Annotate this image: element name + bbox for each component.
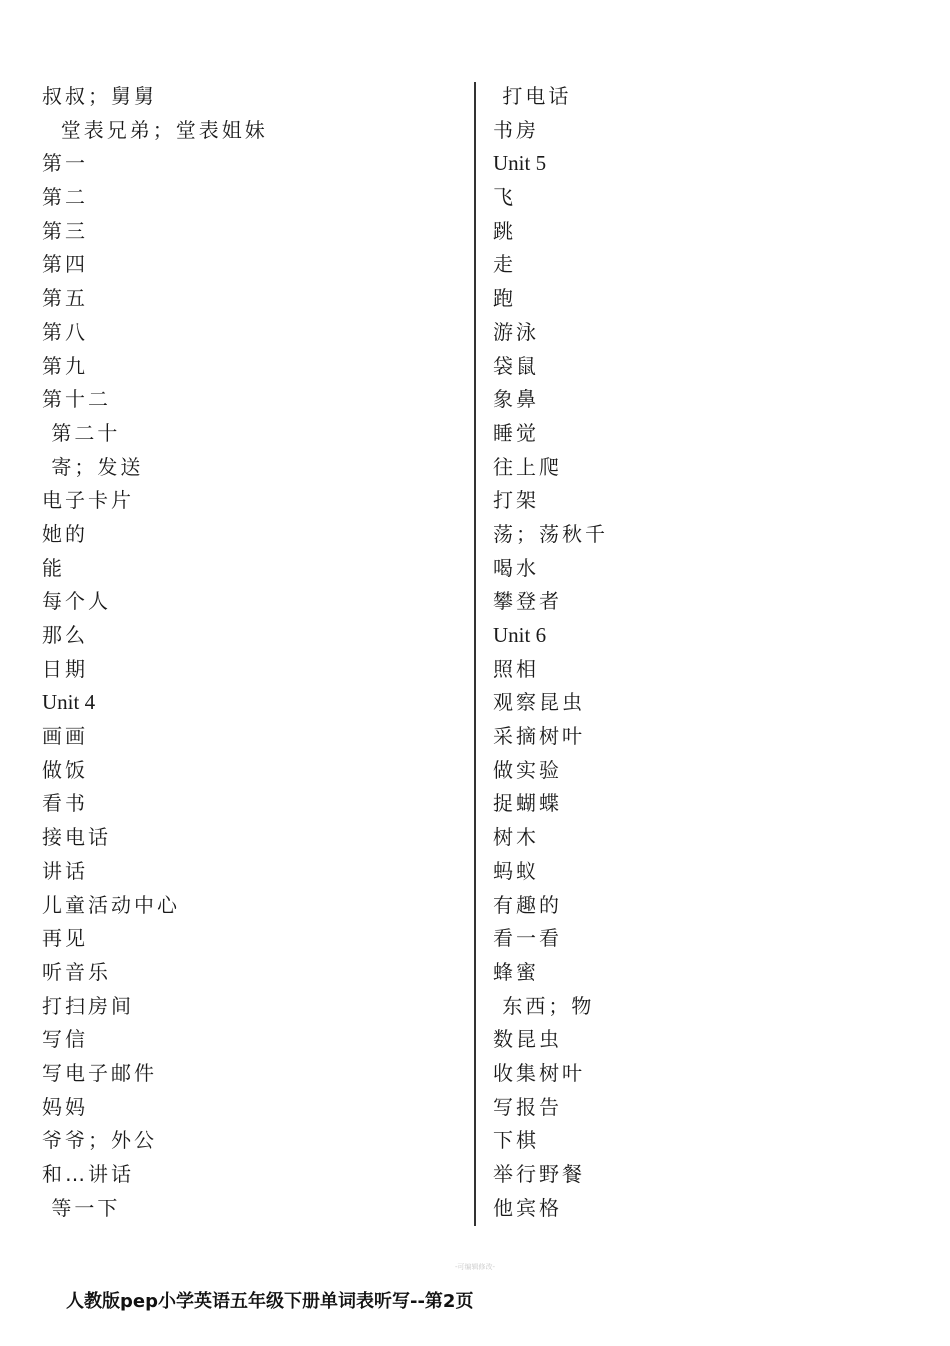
word-entry: 做实验 <box>493 757 562 782</box>
word-entry: 他宾格 <box>493 1195 562 1220</box>
word-entry: 东西；物 <box>493 993 595 1018</box>
word-entry: 观察昆虫 <box>493 690 585 715</box>
word-entry: 写电子邮件 <box>42 1060 157 1085</box>
word-entry: 打架 <box>493 488 539 513</box>
word-entry: 接电话 <box>42 825 111 850</box>
word-entry: 收集树叶 <box>493 1060 585 1085</box>
left-word-column <box>42 80 462 1225</box>
word-entry: 树木 <box>493 825 539 850</box>
word-entry: 妈妈 <box>42 1094 88 1119</box>
word-entry: 第九 <box>42 353 88 378</box>
word-entry: 第八 <box>42 319 88 344</box>
word-entry: 第二 <box>42 185 88 210</box>
word-entry: 蚂蚁 <box>493 858 539 883</box>
watermark: -可编辑修改- <box>454 1263 496 1271</box>
word-entry: 喝水 <box>493 555 539 580</box>
word-entry: 跑 <box>493 286 516 311</box>
word-entry: 日期 <box>42 656 88 681</box>
word-entry: 第二十 <box>42 420 121 445</box>
word-entry: 打扫房间 <box>42 993 134 1018</box>
word-entry: 每个人 <box>42 589 111 614</box>
word-entry: 能 <box>42 555 65 580</box>
word-entry: 堂表兄弟；堂表姐妹 <box>42 117 268 142</box>
word-entry: 和…讲话 <box>42 1162 134 1186</box>
word-entry: 第四 <box>42 252 88 277</box>
word-entry: 有趣的 <box>493 892 562 917</box>
word-entry: 等一下 <box>42 1195 121 1220</box>
word-entry: 数昆虫 <box>493 1027 562 1052</box>
page-footer: 人教版pep小学英语五年级下册单词表听写--第2页 <box>66 1291 474 1312</box>
word-entry: 看书 <box>42 791 88 816</box>
word-entry: 寄；发送 <box>42 454 144 479</box>
word-entry: 走 <box>493 252 516 277</box>
word-entry: 儿童活动中心 <box>42 892 180 917</box>
word-entry: 那么 <box>42 623 88 647</box>
word-entry: 下棋 <box>493 1128 539 1153</box>
word-entry: 写报告 <box>493 1094 562 1119</box>
word-entry: 电子卡片 <box>42 488 134 513</box>
word-entry: 看一看 <box>493 926 562 951</box>
word-entry: 往上爬 <box>493 454 562 479</box>
right-word-column <box>493 80 913 1225</box>
word-entry: 她的 <box>42 521 88 546</box>
column-divider <box>474 82 476 1226</box>
word-entry: 第三 <box>42 218 88 243</box>
word-entry: 攀登者 <box>493 589 562 614</box>
word-entry: 听音乐 <box>42 959 111 984</box>
word-entry: 象鼻 <box>493 387 539 412</box>
word-entry: 打电话 <box>493 84 572 108</box>
word-entry: 捉蝴蝶 <box>493 791 562 816</box>
unit-heading: Unit 5 <box>493 151 547 176</box>
word-entry: 游泳 <box>493 319 539 344</box>
word-entry: 讲话 <box>42 858 88 883</box>
word-entry: 蜂蜜 <box>493 959 539 984</box>
word-entry: 照相 <box>493 656 539 681</box>
word-entry: 爷爷；外公 <box>42 1128 157 1153</box>
word-entry: 第五 <box>42 286 88 311</box>
word-entry: 采摘树叶 <box>493 724 585 749</box>
word-entry: 跳 <box>493 218 516 243</box>
word-entry: 飞 <box>493 185 516 210</box>
unit-heading: Unit 6 <box>493 623 547 647</box>
word-entry: 做饭 <box>42 757 88 782</box>
unit-heading: Unit 4 <box>42 690 96 715</box>
word-entry: 叔叔；舅舅 <box>42 84 157 108</box>
word-entry: 写信 <box>42 1027 88 1052</box>
word-entry: 书房 <box>493 117 539 142</box>
word-entry: 荡；荡秋千 <box>493 521 608 546</box>
word-entry: 睡觉 <box>493 420 539 445</box>
word-entry: 画画 <box>42 724 88 749</box>
word-entry: 举行野餐 <box>493 1162 585 1186</box>
word-entry: 袋鼠 <box>493 353 539 378</box>
word-entry: 第一 <box>42 151 88 176</box>
word-entry: 第十二 <box>42 387 111 412</box>
word-entry: 再见 <box>42 926 88 951</box>
